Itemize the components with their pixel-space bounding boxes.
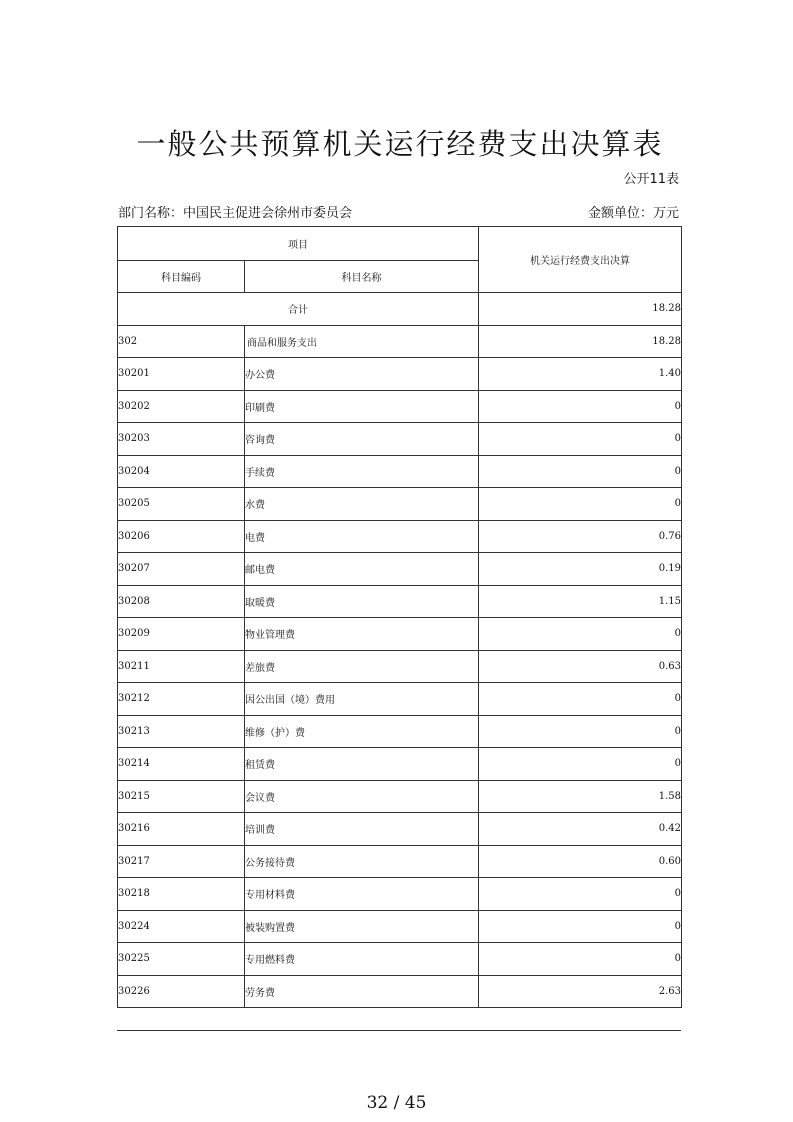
amount-unit-label: 金额单位：万元 [587,206,679,221]
row-value: 0 [479,488,682,521]
row-name: 咨询费 [245,423,479,456]
row-value: 0 [479,618,682,651]
row-value: 18.28 [479,325,682,358]
expenditure-table [117,226,682,1008]
row-value: 1.15 [479,585,682,618]
row-value: 1.58 [479,780,682,813]
row-code: 30213 [118,715,245,748]
row-code: 30217 [118,845,245,878]
table-row [118,845,682,878]
row-code: 30204 [118,455,245,488]
row-name: 因公出国（境）费用 [245,683,479,716]
total-label: 合计 [118,293,479,326]
row-name: 租赁费 [245,748,479,781]
row-value: 1.40 [479,358,682,391]
row-code: 30216 [118,813,245,846]
row-code: 30225 [118,943,245,976]
page-number: 32 / 45 [366,1093,427,1113]
row-name: 取暖费 [245,585,479,618]
department-label: 部门名称：中国民主促进会徐州市委员会 [118,206,353,221]
row-code: 30206 [118,520,245,553]
row-value: 0.60 [479,845,682,878]
table-row [118,780,682,813]
table-row [118,975,682,1008]
total-value: 18.28 [479,293,682,326]
row-value: 0 [479,748,682,781]
row-value: 0.76 [479,520,682,553]
row-value: 0 [479,683,682,716]
header-code: 科目编码 [118,261,245,293]
header-name: 科目名称 [245,261,479,293]
table-row [118,910,682,943]
row-value: 0 [479,423,682,456]
row-code: 30207 [118,553,245,586]
row-name: 维修（护）费 [245,715,479,748]
row-code: 302 [118,325,245,358]
row-name: 被装购置费 [245,910,479,943]
table-row [118,748,682,781]
row-code: 30212 [118,683,245,716]
row-code: 30208 [118,585,245,618]
table-row [118,618,682,651]
row-code: 30202 [118,390,245,423]
table-row [118,943,682,976]
header-amount: 机关运行经费支出决算 [479,227,682,293]
table-row [118,715,682,748]
row-name: 公务接待费 [245,845,479,878]
row-value: 0.63 [479,650,682,683]
table-row [118,878,682,911]
table-row [118,650,682,683]
table-row [118,488,682,521]
row-code: 30203 [118,423,245,456]
row-value: 0 [479,455,682,488]
row-code: 30224 [118,910,245,943]
total-row [118,293,682,326]
row-value: 0 [479,878,682,911]
row-code: 30226 [118,975,245,1008]
row-name: 商品和服务支出 [245,325,479,358]
table-row [118,423,682,456]
row-value: 0.19 [479,553,682,586]
row-name: 印刷费 [245,390,479,423]
page-title: 一般公共预算机关运行经费支出决算表 [136,127,664,161]
table-row [118,358,682,391]
row-value: 0 [479,390,682,423]
row-name: 专用燃料费 [245,943,479,976]
table-row [118,455,682,488]
row-name: 劳务费 [245,975,479,1008]
row-name: 办公费 [245,358,479,391]
row-name: 专用材料费 [245,878,479,911]
table-row [118,813,682,846]
table-bottom-rule [117,1030,681,1031]
table-row [118,683,682,716]
row-name: 水费 [245,488,479,521]
row-code: 30209 [118,618,245,651]
row-code: 30211 [118,650,245,683]
row-code: 30214 [118,748,245,781]
row-code: 30205 [118,488,245,521]
row-name: 会议费 [245,780,479,813]
row-name: 差旅费 [245,650,479,683]
table-row [118,520,682,553]
row-value: 0 [479,715,682,748]
row-code: 30218 [118,878,245,911]
table-row [118,585,682,618]
row-name: 电费 [245,520,479,553]
row-name: 物业管理费 [245,618,479,651]
table-row [118,390,682,423]
row-name: 邮电费 [245,553,479,586]
table-row [118,325,682,358]
row-value: 2.63 [479,975,682,1008]
table-body [118,293,682,1008]
row-code: 30215 [118,780,245,813]
row-value: 0 [479,910,682,943]
row-value: 0 [479,943,682,976]
table-row [118,553,682,586]
row-value: 0.42 [479,813,682,846]
header-project: 项目 [118,227,479,261]
row-name: 手续费 [245,455,479,488]
table-number: 公开11表 [623,172,679,187]
row-name: 培训费 [245,813,479,846]
row-code: 30201 [118,358,245,391]
